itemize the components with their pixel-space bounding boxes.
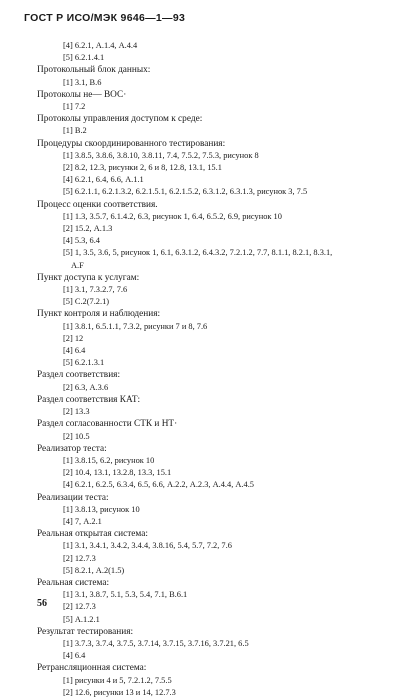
index-entry [37,64,413,88]
reference-line: [1] 3.1, 3.8.7, 5.1, 5.3, 5.4, 7.1, В.6.1 [63,590,188,600]
index-term: Реальная система: [37,577,110,588]
reference-line: [4] 6.2.1, А.1.4, А.4.4 [63,41,138,50]
index-term: Реализатор теста: [37,443,107,454]
index-entry [37,369,413,393]
index-entry [37,626,413,663]
index-entry [37,199,413,272]
reference-line: [1] 7.2 [63,102,86,112]
index-term: Протокольный блок данных: [37,65,151,76]
reference-line: [1] 1.3, 3.5.7, 6.1.4.2, 6.3, рисунок 1, 6.4, 6.5.2, 6.9, рисунок 10 [63,211,282,221]
reference-line: [2] 6.3, А.3.6 [63,382,109,392]
index-term: Пункт контроля и наблюдения: [37,309,161,320]
reference-line: [1] 3.1, 7.3.2.7, 7.6 [63,285,128,295]
index-term: Пункт доступа к услугам: [37,272,140,283]
index-entry [37,492,413,529]
reference-line: [5] 1, 3.5, 3.6, 5, рисунок 1, 6.1, 6.3.1.2, 6.4.3.2, 7.2.1.2, 7.7, 8.1.1, 8.2.1, 8.3.1, [63,248,333,258]
page-header-title: ГОСТ Р ИСО/МЭК 9646—1—93 [24,12,186,24]
reference-line: [4] 6.4 [63,651,86,661]
index-term: Результат тестирования: [37,626,134,637]
index-term: Ретрансляционная система: [37,663,147,674]
index-list [37,40,413,699]
reference-line: [1] 3.7.3, 3.7.4, 3.7.5, 3.7.14, 3.7.15, 3.7.16, 3.7.21, 6.5 [63,638,249,648]
reference-line: [1] 3.8.1, 6.5.1.1, 7.3.2, рисунки 7 и 8, 7.6 [63,321,208,331]
reference-line: А.F [71,260,84,270]
index-entry [37,89,413,113]
index-term: Раздел соответствия КАТ: [37,394,141,405]
reference-line: [5] А.1.2.1 [63,614,100,624]
reference-line: [1] 3.8.5, 3.8.6, 3.8.10, 3.8.11, 7.4, 7.5.2, 7.5.3, рисунок 8 [63,150,259,160]
index-entry [37,443,413,492]
index-entry [37,418,413,442]
reference-line: [2] 12.7.3 [63,553,96,563]
reference-line: [1] 3.8.15, 6.2, рисунок 10 [63,455,155,465]
reference-line: [1] 3.8.13, рисунок 10 [63,504,140,514]
reference-line: [4] 6.2.1, 6.4, 6.6, А.1.1 [63,175,144,185]
reference-line: [2] 12 [63,333,84,343]
reference-line: [5] 8.2.1, А.2(1.5) [63,565,125,575]
reference-line: [2] 15.2, А.1.3 [63,224,113,234]
reference-line: [5] С.2(7.2.1) [63,297,110,307]
index-term: Раздел согласованности СТК и НТ· [37,419,178,430]
index-entry [37,40,413,64]
index-entry [37,308,413,369]
index-entry [37,394,413,418]
index-entry [37,272,413,309]
reference-line: [1] рисунки 4 и 5, 7.2.1.2, 7.5.5 [63,675,172,685]
reference-line: [5] 6.2.1.4.1 [63,53,105,63]
reference-line: [4] 6.4 [63,346,86,356]
index-entry [37,113,413,137]
reference-line: [2] 12.6, рисунки 13 и 14, 12.7.3 [63,687,176,697]
reference-line: [5] 6.2.1.1, 6.2.1.3.2, 6.2.1.5.1, 6.2.1.5.2, 6.3.1.2, 6.3.1.3, рисунок 3, 7.5 [63,187,308,197]
reference-line: [2] 10.4, 13.1, 13.2.8, 13.3, 15.1 [63,468,172,478]
reference-line: [4] 6.2.1, 6.2.5, 6.3.4, 6.5, 6.6, А.2.2, А.2.3, А.4.4, А.4.5 [63,480,254,490]
index-term: Процедуры скоординированного тестирования: [37,138,226,149]
index-term: Реализации теста: [37,492,109,503]
reference-line: [1] 3.1, В.6 [63,77,102,87]
index-term: Протоколы не— ВОС· [37,89,127,100]
reference-line: [4] 5.3, 6.4 [63,236,100,246]
reference-line: [2] 8.2, 12.3, рисунки 2, 6 и 8, 12.8, 13.1, 15.1 [63,163,222,173]
reference-line: [2] 13.3 [63,407,90,417]
reference-line: [4] 7, А.2.1 [63,516,102,526]
index-entry [37,138,413,199]
reference-line: [1] В.2 [63,126,87,136]
index-entry [37,577,413,626]
index-term: Процесс оценки соответствия. [37,199,158,210]
reference-line: [2] 10.5 [63,431,90,441]
index-entry [37,662,413,699]
reference-line: [5] 6.2.1.3.1 [63,358,105,368]
index-term: Протоколы управления доступом к среде: [37,114,203,125]
index-term: Раздел соответствия: [37,370,121,381]
reference-line: [1] 3.1, 3.4.1, 3.4.2, 3.4.4, 3.8.16, 5.4, 5.7, 7.2, 7.6 [63,541,232,551]
index-entry [37,528,413,577]
index-term: Реальная открытая система: [37,529,148,540]
reference-line: [2] 12.7.3 [63,602,96,612]
page-number: 56 [37,598,47,609]
